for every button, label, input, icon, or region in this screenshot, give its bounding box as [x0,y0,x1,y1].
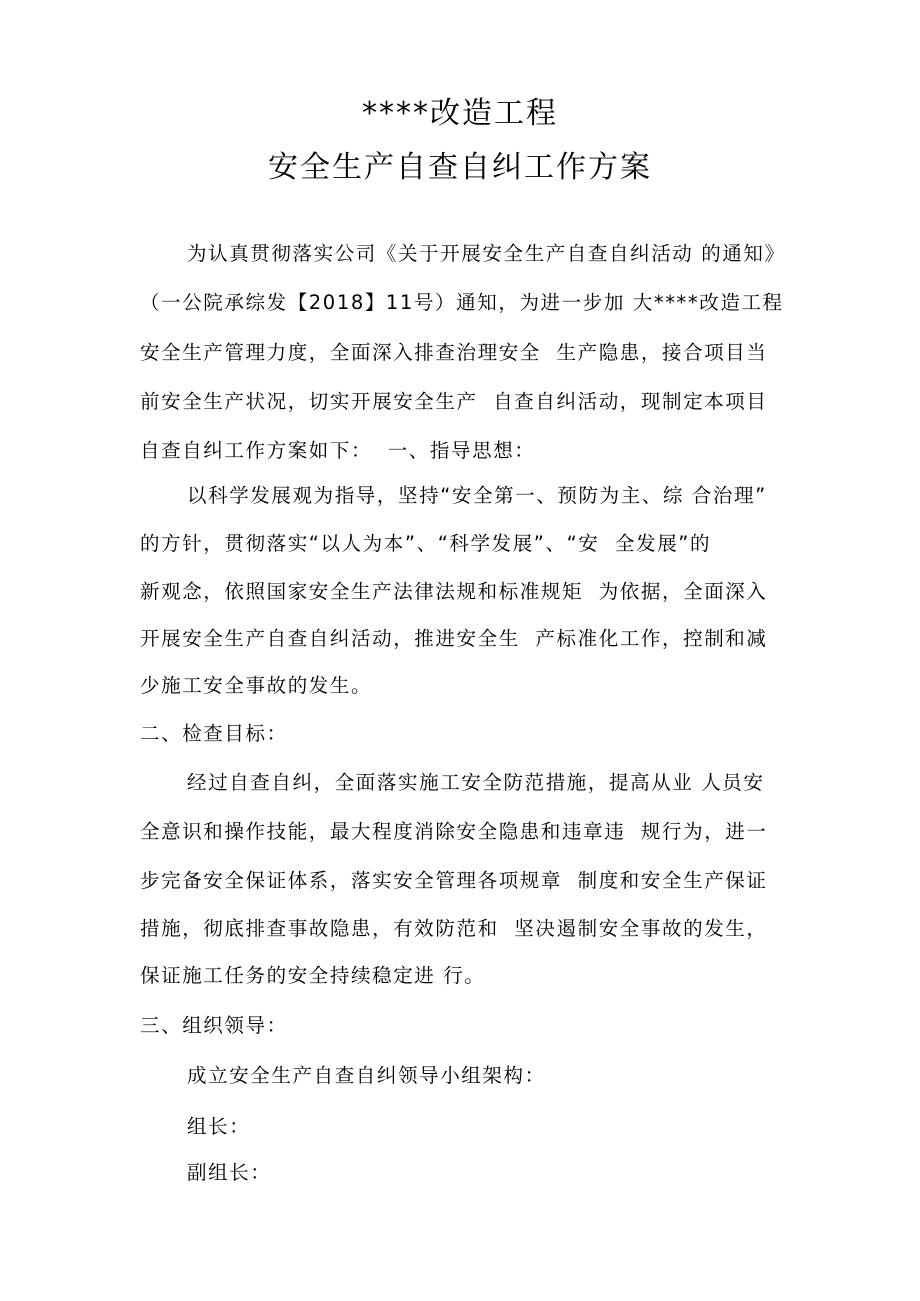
paragraph-line: 经过自查自纠，全面落实施工安全防范措施，提高从业 人员安 [187,771,765,794]
paragraph-line: 前安全生产状况，切实开展安全生产 自查自纠活动，现制定本项目 [140,390,768,413]
section-heading: 三、组织领导： [140,1014,288,1037]
paragraph-line: 步完备安全保证体系，落实安全管理各项规章 制度和安全生产保证 [140,869,768,892]
paragraph-line: 新观念，依照国家安全生产法律法规和标准规矩 为依据，全面深入 [140,580,768,603]
paragraph-line: 安全生产管理力度，全面深入排查治理安全 生产隐患，接合项目当 [140,341,768,364]
paragraph-line: （一公院承综发【2018】11号）通知，为进一步加 大****改造工程 [140,291,784,314]
section-heading: 二、检查目标： [140,722,288,745]
paragraph-line: 开展安全生产自查自纠活动，推进安全生 产标准化工作，控制和减 [140,627,768,650]
paragraph-line: 的方针，贯彻落实“以人为本”、“科学发展”、“安 全发展”的 [140,532,712,555]
doc-title-line1: ****改造工程 [362,96,558,131]
role-label: 组长： [187,1115,251,1138]
paragraph-line: 以科学发展观为指导，坚持“安全第一、预防为主、综 合治理” [187,484,767,507]
paragraph-line: 全意识和操作技能，最大程度消除安全隐患和违章违 规行为，进一 [140,820,768,843]
paragraph-line: 自查自纠工作方案如下： 一、指导思想： [140,439,536,462]
paragraph-line: 保证施工任务的安全持续稳定进 行。 [140,964,486,987]
paragraph-line: 少施工安全事故的发生。 [140,674,373,697]
role-label: 副组长： [187,1161,272,1184]
doc-title-line2: 安全生产自查自纠工作方案 [268,150,652,185]
paragraph-line: 成立安全生产自查自纠领导小组架构： [187,1064,546,1087]
paragraph-line: 措施，彻底排查事故隐患，有效防范和 坚决遏制安全事故的发生， [140,917,768,940]
paragraph-line: 为认真贯彻落实公司《关于开展安全生产自查自纠活动 的通知》 [187,242,786,265]
